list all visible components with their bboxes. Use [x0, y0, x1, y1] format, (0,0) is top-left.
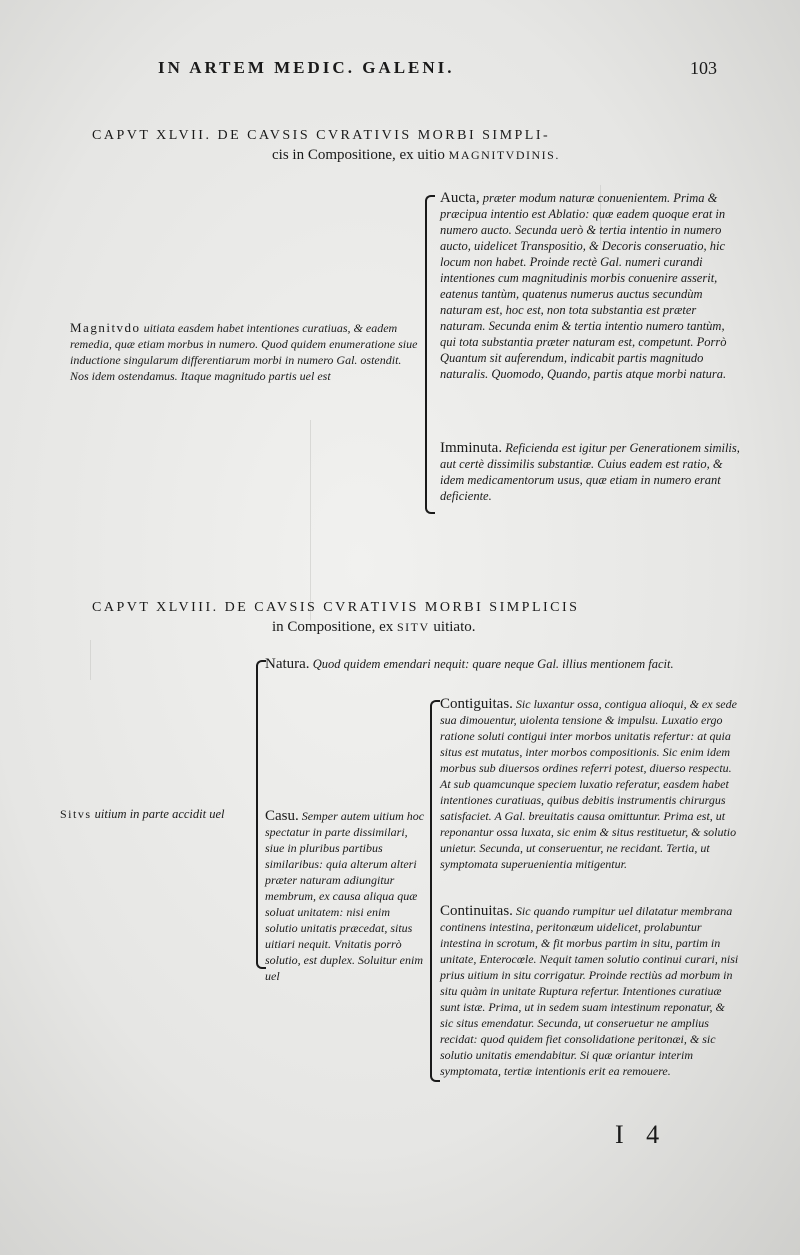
chapter-48-subtitle-caps: SITV: [397, 620, 430, 634]
casu-lead: Casu.: [265, 808, 299, 824]
magnitudo-brace: [425, 195, 435, 514]
natura-lead: Natura.: [265, 656, 310, 672]
signature-mark: I 4: [615, 1120, 668, 1149]
magnitudo-lead: Magnitvdo: [70, 320, 141, 335]
chapter-48-subtitle: [272, 619, 732, 636]
natura-text: Quod quidem emendari nequit: quare neque Gal. illius mentionem facit.: [312, 657, 674, 671]
aucta-text: præter modum naturæ conuenientem. Prima & præcipua intentio est Ablatio: quæ eadem quoque erat in numero aucto. Secunda uerò & tertia intentio in numero aucto, uidelicet Transpositio, & Decoris conseruatio, hic locum non habet. Proinde rectè Gal. numeri curandi intentiones cum magnitudinis morbis conuenire asserit, eatenus tantùm, quatenus numerus auctus secundùm naturam est, hoc est, non tota substantia est præter naturam. Secunda enim & tertia intentio numero tantùm, qui tota substantia præter naturam est, competunt. Porrò Quantum sit auferendum, indicabit partis magnitudo naturalis. Quomodo, Quando, partis atque morbi natura.: [440, 191, 727, 381]
chapter-47-subtitle: [272, 147, 732, 164]
situs-text: uitium in parte accidit uel: [94, 807, 225, 821]
imminuta-paragraph: [440, 440, 740, 504]
unitas-brace: [430, 700, 440, 1082]
chapter-48-subtitle-end: uitiato.: [433, 619, 476, 635]
situs-lead: Sitvs: [60, 807, 92, 821]
contiguitas-text: Sic luxantur ossa, contigua alioqui, & ex sede sua dimouentur, uiolenta tensione & impulsu. Luxatio ergo ratione soluti contigui inter morbos unitatis refertur: at quia situs est mutatus, inter morbos compositionis. Sic enim idem morbus sub diuersos ordines referri potest, diuerso respectu. At sub quamcunque speciem luxatio referatur, easdem habet intentiones curatiuas, quibus debitis instrumentis chirurgus satisfaciet. A Gal. breuitatis causa omittuntur. Prima est, ut reponantur ossa luxata, sic enim & situs restituetur, & solutio unietur. Secunda, ut conseruentur, ne recidant. Tertia, ut symptomata superuenientia mitigentur.: [440, 697, 737, 871]
aucta-lead: Aucta,: [440, 190, 480, 206]
natura-paragraph: [265, 656, 735, 672]
chapter-47-subtitle-text: cis in Compositione, ex uitio: [272, 147, 445, 163]
imminuta-text: Reficienda est igitur per Generationem similis, aut certè dissimilis substantiæ. Cuius eadem est ratio, & idem medicamentorum usus, quæ etiam in numero erant deficiente.: [440, 441, 740, 503]
page-number: 103: [690, 58, 717, 78]
continuitas-lead: Continuitas.: [440, 903, 513, 919]
casu-text: Semper autem uitium hoc spectatur in parte dissimilari, siue in pluribus partibus similaribus: quia alterum alteri præter naturam adiungitur membrum, ex causa aliqua quæ soluat unitatem: nisi enim solutio unitatis præcedat, situs uitiari nequit. Vnitatis porrò solutio, est duplex. Soluitur enim uel: [265, 809, 425, 983]
bleed-through-decoration: [310, 420, 391, 620]
situs-paragraph: [60, 806, 260, 822]
continuitas-text: Sic quando rumpitur uel dilatatur membrana continens intestina, peritonæum uidelicet, prolabuntur intestina in scrotum, & fit morbus partim in situ, partim in unitate, Enterocœle. Nequit tamen solutio continui curari, nisi prius uitium in situ corrigatur. Proinde rectiùs ad morbum in situ quàm in unitate Ruptura refertur. Intentiones curatiuæ sunt istæ. Prima, ut in sedem suam intestinum reponatur, & sic situs emendatur. Secunda, ut conseruetur ne amplius recidat: quod quidem fiet consolidatione peritonæi, & sic solutio unitatis emendabitur. Si quæ oriantur interim symptomata, tertiæ intentionis erit ea remouere.: [440, 904, 739, 1078]
bleed-through-decoration: [90, 640, 211, 680]
casu-paragraph: [265, 808, 425, 984]
magnitudo-text: uitiata easdem habet intentiones curatiuas, & eadem remedia, quæ etiam morbus in numero. Quod quidem enumeratione siue inductione singularum differentiarum morbi in numero Gal. ostendit. Nos idem ostendamus. Itaque magnitudo partis uel est: [70, 321, 418, 383]
chapter-47-subtitle-caps: MAGNITVDINIS.: [448, 148, 560, 162]
contiguitas-lead: Contiguitas.: [440, 696, 513, 712]
chapter-48-title: CAPVT XLVIII. DE CAVSIS CVRATIVIS MORBI SIMPLICIS: [92, 600, 580, 615]
magnitudo-paragraph: [70, 320, 420, 384]
running-head: IN ARTEM MEDIC. GALENI.: [158, 58, 455, 77]
chapter-47-title: CAPVT XLVII. DE CAVSIS CVRATIVIS MORBI SIMPLI-: [92, 128, 551, 143]
continuitas-paragraph: [440, 903, 740, 1079]
contiguitas-paragraph: [440, 696, 740, 872]
imminuta-lead: Imminuta.: [440, 440, 503, 456]
aucta-paragraph: [440, 190, 740, 382]
chapter-48-subtitle-text: in Compositione, ex: [272, 619, 394, 635]
